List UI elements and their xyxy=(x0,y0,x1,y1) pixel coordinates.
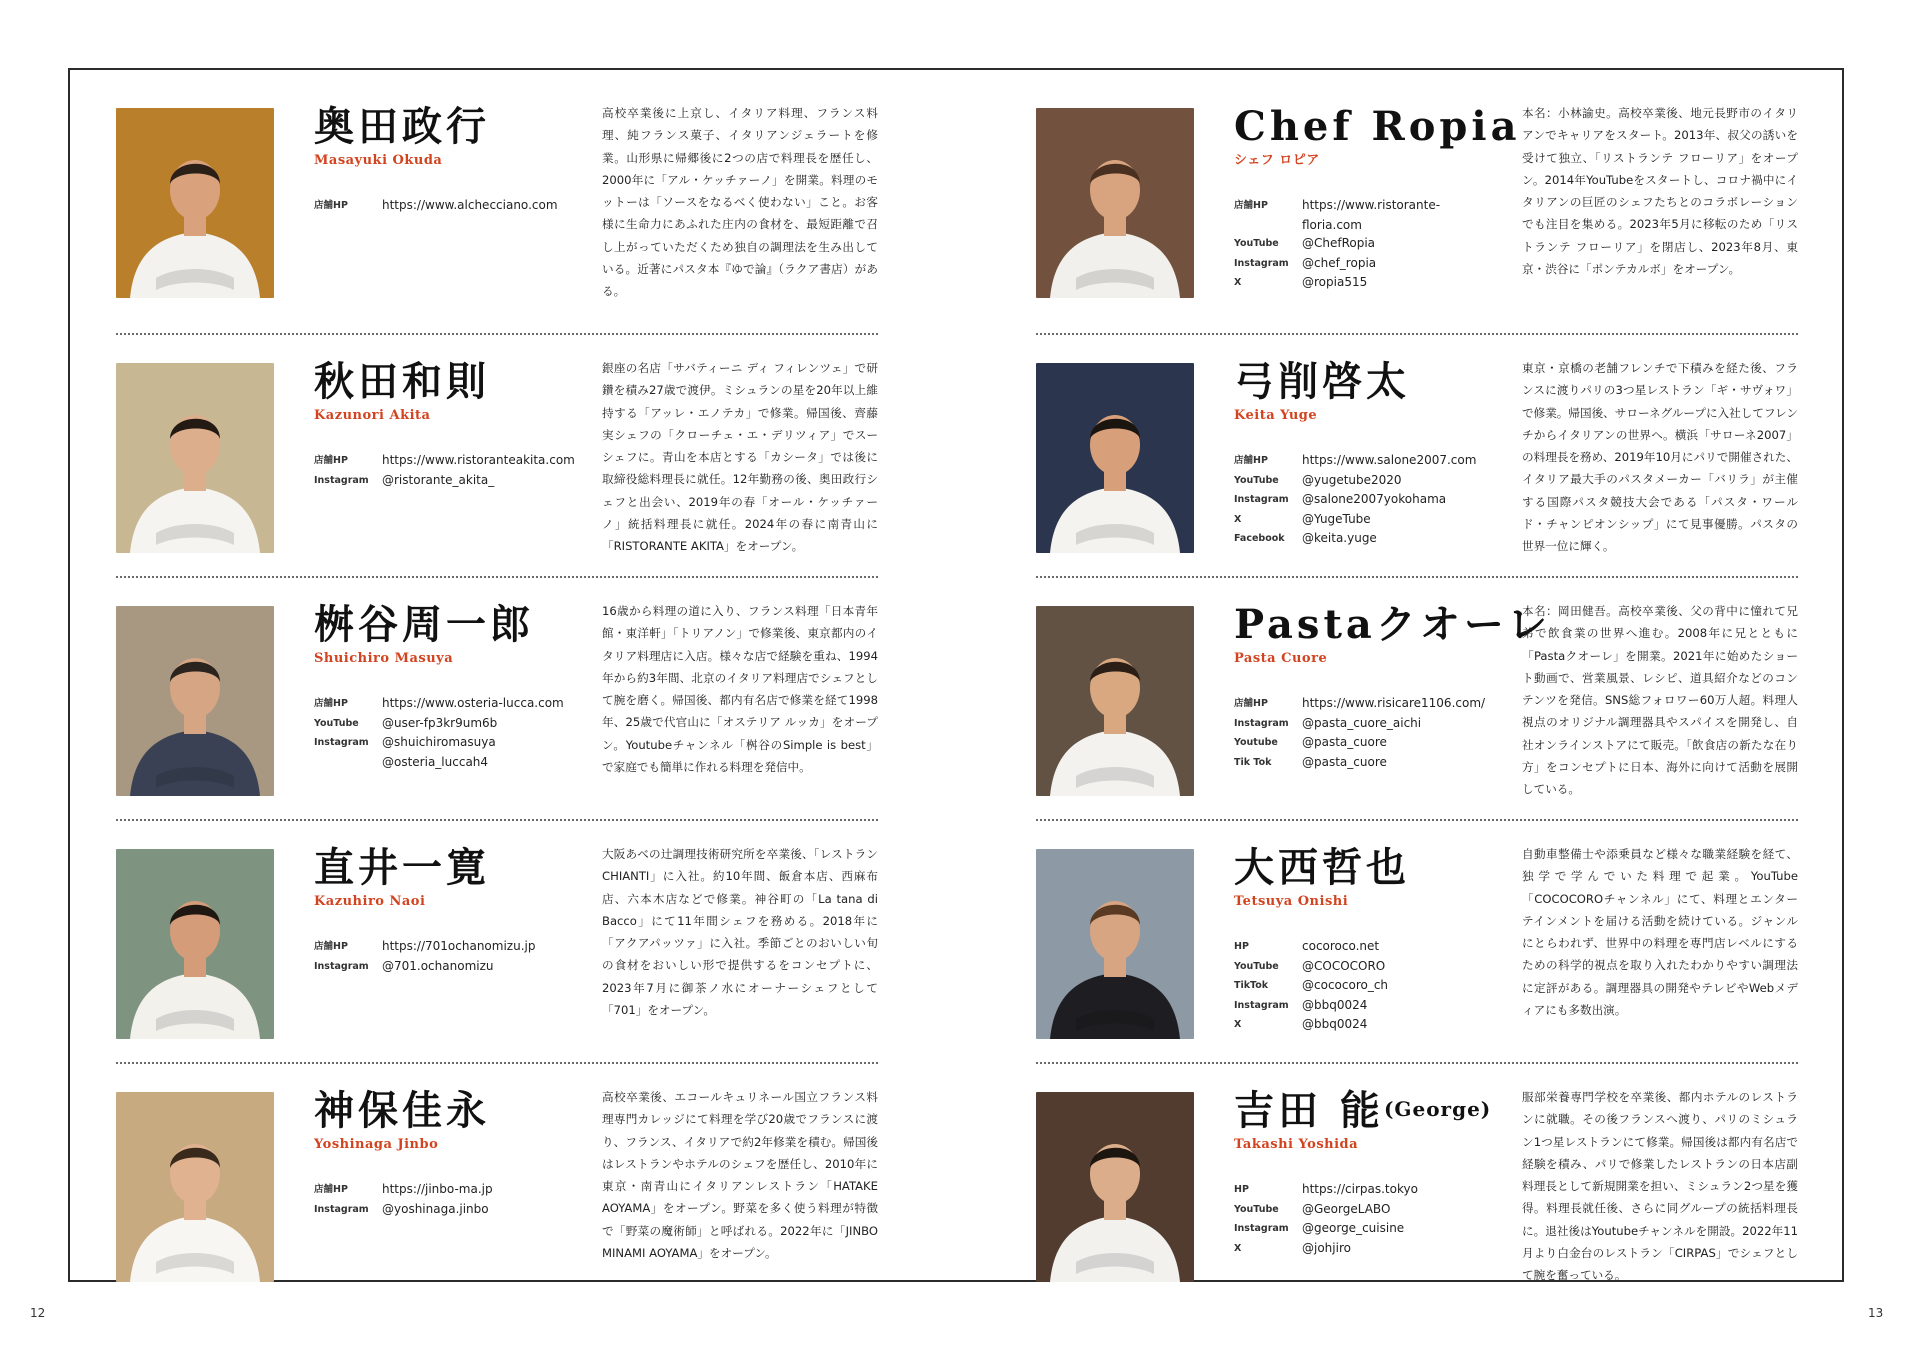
chef-profile xyxy=(1036,576,1798,819)
chef-profile xyxy=(116,333,878,576)
chef-link-row xyxy=(314,753,584,772)
chef-link-row xyxy=(1234,471,1504,491)
chef-name-en: Kazunori Akita xyxy=(314,408,431,423)
chef-links xyxy=(1234,694,1504,772)
right-column xyxy=(1036,90,1798,1305)
chef-link-value[interactable]: @GeorgeLABO xyxy=(1302,1201,1391,1216)
chef-link-label: Youtube xyxy=(1234,737,1278,748)
chef-profile xyxy=(1036,1062,1798,1305)
chef-link-label: Instagram xyxy=(1234,1223,1289,1234)
chef-link-label: 店舗HP xyxy=(314,941,348,952)
chef-name-en: Pasta Cuore xyxy=(1234,651,1328,666)
chef-link-row xyxy=(314,733,584,753)
chef-photo xyxy=(1036,1092,1194,1282)
chef-link-value[interactable]: @701.ochanomizu xyxy=(382,958,494,973)
chef-link-value[interactable]: @george_cuisine xyxy=(1302,1221,1405,1235)
chef-link-row xyxy=(314,451,584,471)
chef-profile xyxy=(116,90,878,333)
chef-link-row xyxy=(314,714,584,734)
chef-link-row xyxy=(314,694,584,714)
chef-links xyxy=(314,694,584,771)
chef-links xyxy=(1234,196,1504,293)
chef-link-value[interactable]: @ChefRopia xyxy=(1302,236,1376,250)
chef-name-ja xyxy=(1234,841,1504,893)
chef-link-row xyxy=(1234,216,1504,235)
chef-link-row xyxy=(1234,1015,1504,1035)
chef-link-row xyxy=(1234,937,1504,957)
page-number-right: 13 xyxy=(1868,1306,1884,1320)
chef-identity xyxy=(1234,841,1504,1035)
chef-link-value[interactable]: cocoroco.net xyxy=(1302,939,1380,953)
chef-bio: 大阪あべの辻調理技術研究所を卒業後、「レストランCHIANTI」に入社。約10年間、飯倉本店、西麻布店、六本木店などで修業。神谷町の「La tana di Bacco」にて11年間シェフを務める。2018年に「アクアパッツァ」に入社。季節ごとのおいしい旬の食材をおいしい形で提供するをコンセプトに、2023年7月に御茶ノ水にオーナーシェフとして「701」をオープン。 xyxy=(602,847,878,1018)
chef-link-label: Instagram xyxy=(1234,717,1289,729)
chef-link-row xyxy=(1234,1200,1504,1220)
chef-identity xyxy=(1234,1084,1504,1258)
chef-name-en: シェフ ロピア xyxy=(1234,153,1320,168)
chef-links xyxy=(314,451,584,490)
chef-link-label: YouTube xyxy=(1234,474,1279,486)
chef-name-en: Masayuki Okuda xyxy=(314,153,443,168)
chef-identity xyxy=(1234,355,1504,549)
chef-link-label: Facebook xyxy=(1234,533,1285,544)
chef-link-row xyxy=(1234,529,1504,549)
chef-link-label: 店舗HP xyxy=(314,698,348,709)
chef-photo xyxy=(116,1092,274,1282)
chef-link-row xyxy=(1234,733,1504,753)
chef-name-ja xyxy=(1234,1084,1504,1136)
chef-photo xyxy=(116,849,274,1039)
chef-link-value[interactable]: @user-fp3kr9um6b xyxy=(382,715,498,730)
chef-link-value[interactable]: @bbq0024 xyxy=(1302,997,1368,1012)
chef-bio: 銀座の名店「サバティーニ ディ フィレンツェ」で研鑽を積み27歳で渡伊。ミシュランの星を20年以上維持する「アッレ・エノテカ」で修業。帰国後、齊藤実シェフの「クローチェ・エ・デリツィア」でスーシェフに。青山を本店とする「カシータ」では後に取締役総料理長に就任。12年勤務の後、奥田政行シェフと出会い、2019年の春「オール・ケッチァーノ」統括料理長に就任。2024年の春に南青山に「RISTORANTE AKITA」をオープン。 xyxy=(602,361,878,554)
chef-link-row xyxy=(1234,1219,1504,1239)
chef-name-ja-suffix: (George) xyxy=(1383,1097,1492,1121)
chef-bio: 本名：小林諭史。高校卒業後、地元長野市のイタリアンでキャリアをスタート。2013年、叔父の誘いを受けて独立、「リストランテ フローリア」をオープン。2014年YouTubeをスタートし、コロナ禍中にイタリアンの巨匠のシェフたちとのコラボレーションでも注目を集める。2023年5月に移転のため「リストランテ フローリア」を閉店し、2023年8月、東京・渋谷に「ポンテカルボ」をオープン。 xyxy=(1522,106,1798,277)
chef-name-en: Kazuhiro Naoi xyxy=(314,894,426,909)
left-column xyxy=(116,90,878,1305)
chef-identity xyxy=(1234,100,1521,293)
chef-link-row xyxy=(1234,753,1504,773)
chef-link-label: YouTube xyxy=(1234,960,1279,972)
chef-name-ja-text: 秋田和則 xyxy=(314,358,490,405)
chef-profile xyxy=(116,819,878,1062)
chef-link-row xyxy=(1234,1239,1504,1259)
chef-link-label: X xyxy=(1234,277,1242,288)
chef-name-ja-text: 桝谷周一郎 xyxy=(314,601,534,648)
chef-bio: 16歳から料理の道に入り、フランス料理「日本青年館・東洋軒」「トリアノン」で修業後、東京都内のイタリア料理店に入店。様々な店で経験を重ね、1994年から約3年間、北京のイタリア料理店でシェフとして腕を磨く。帰国後、都内有名店で修業を経て1998年、25歳で代官山に「オステリア ルッカ」をオープン。Youtubeチャンネル「桝谷のSimple is best」で家庭でも簡単に作れる料理を発信中。 xyxy=(602,604,878,775)
chef-link-value[interactable]: @ropia515 xyxy=(1302,275,1368,289)
chef-name-en: Yoshinaga Jinbo xyxy=(314,1137,439,1152)
chef-name-ja xyxy=(1234,598,1552,650)
chef-name-ja-text: 吉田 能 xyxy=(1234,1087,1384,1134)
chef-name-ja xyxy=(314,598,584,650)
chef-link-value[interactable]: @yugetube2020 xyxy=(1302,472,1402,487)
chef-link-label: Instagram xyxy=(1234,257,1289,269)
chef-profile xyxy=(116,576,878,819)
chef-link-label: X xyxy=(1234,1242,1242,1254)
chef-link-label: 店舗HP xyxy=(1234,698,1268,709)
chef-links xyxy=(314,196,584,216)
chef-links xyxy=(314,1180,584,1219)
chef-bio: 服部栄養専門学校を卒業後、都内ホテルのレストランに就職。その後フランスへ渡り、パリのミシュラン1つ星レストランにて修業。帰国後は都内有名店で経験を積み、パリで修業したレストランの日本店副料理長として新規開業を担い、ミシュラン2つ星を獲得。料理長就任後、さらに同グループの統括料理長に。退社後はYoutubeチャンネルを開設。2022年11月より白金台のレストラン「CIRPAS」でシェフとして腕を奮っている。 xyxy=(1522,1090,1798,1283)
chef-link-value[interactable]: https://www.ristoranteakita.com xyxy=(382,453,575,467)
chef-link-value[interactable]: @shuichiromasuya xyxy=(382,735,496,749)
chef-link-row xyxy=(314,937,584,957)
chef-link-value[interactable]: @johjiro xyxy=(1302,1240,1351,1255)
chef-link-row xyxy=(1234,510,1504,530)
chef-identity xyxy=(1234,598,1552,772)
chef-link-value[interactable]: @COCOCORO xyxy=(1302,958,1386,973)
chef-bio: 東京・京橋の老舗フレンチで下積みを経た後、フランスに渡りパリの3つ星レストラン「ギ・サヴォワ」で修業。帰国後、サローネグループに入社してフレンチからイタリアンの世界へ。横浜「サローネ2007」の料理長を務め、2019年10月にパリで開催された、イタリア最大手のパスタメーカー「バリラ」が主催する国際パスタ競技大会である「パスタ・ワールド・チャンピオンシップ」にて見事優勝。パスタの世界一位に輝く。 xyxy=(1522,361,1798,554)
chef-link-value[interactable]: https://www.salone2007.com xyxy=(1302,453,1477,467)
chef-link-row xyxy=(314,196,584,216)
chef-link-value[interactable]: https://701ochanomizu.jp xyxy=(382,939,536,953)
chef-link-label: HP xyxy=(1234,941,1249,952)
chef-photo xyxy=(116,108,274,298)
chef-link-value[interactable]: @bbq0024 xyxy=(1302,1017,1368,1031)
chef-link-value[interactable]: @YugeTube xyxy=(1302,511,1371,526)
chef-link-value[interactable]: @salone2007yokohama xyxy=(1302,492,1447,506)
chef-link-value[interactable]: @ristorante_akita_ xyxy=(382,472,495,487)
chef-identity xyxy=(314,1084,584,1219)
chef-photo xyxy=(116,363,274,553)
chef-link-row xyxy=(1234,234,1504,254)
chef-name-ja xyxy=(1234,100,1521,152)
chef-name-en: Keita Yuge xyxy=(1234,408,1318,423)
chef-link-value[interactable]: https://www.alchecciano.com xyxy=(382,198,558,212)
chef-link-label: 店舗HP xyxy=(314,455,348,466)
chef-identity xyxy=(314,598,584,771)
chef-link-row xyxy=(314,1200,584,1220)
chef-link-value[interactable]: @chef_ropia xyxy=(1302,255,1377,270)
chef-name-ja xyxy=(314,100,584,152)
chef-name-en: Takashi Yoshida xyxy=(1234,1137,1359,1152)
chef-bio: 高校卒業後に上京し、イタリア料理、フランス料理、純フランス菓子、イタリアンジェラートを修業。山形県に帰郷後に2つの店で料理長を歴任し、2000年に「アル・ケッチァーノ」を開業。料理のモットーは「ソースをなるべく使わない」こと。お客様に生命力にあふれた庄内の食材を、最短距離で召し上がっていただくため独自の調理法を生み出している。近著にパスタ本『ゆで論』（ラクア書店）がある。 xyxy=(602,106,878,299)
chef-link-label: YouTube xyxy=(1234,1203,1279,1215)
chef-link-value[interactable]: @yoshinaga.jinbo xyxy=(382,1201,489,1216)
chef-link-row xyxy=(1234,996,1504,1016)
chef-name-ja-text: 神保佳永 xyxy=(314,1087,490,1134)
chef-identity xyxy=(314,841,584,976)
chef-name-en: Tetsuya Onishi xyxy=(1234,894,1349,909)
chef-bio: 高校卒業後、エコールキュリネール国立フランス料理専門カレッジにて料理を学び20歳でフランスに渡り、フランス、イタリアで約2年修業を積む。帰国後はレストランやホテルのシェフを歴任し、2010年に東京・南青山にイタリアンレストラン「HATAKE AOYAMA」をオープン。野菜を多く使う料理が特徴で「野菜の魔術師」と呼ばれる。2022年に「JINBO MINAMI AOYAMA」をオープン。 xyxy=(602,1090,878,1261)
chef-name-en: Shuichiro Masuya xyxy=(314,651,454,666)
chef-link-label: Instagram xyxy=(1234,999,1289,1011)
chef-link-value[interactable]: https://www.risicare1106.com/ xyxy=(1302,696,1486,710)
chef-name-ja xyxy=(314,841,584,893)
chef-link-label: Tik Tok xyxy=(1234,756,1272,768)
chef-link-row xyxy=(1234,196,1504,216)
chef-link-value[interactable]: @keita.yuge xyxy=(1302,531,1377,545)
chef-link-row xyxy=(1234,714,1504,734)
chef-bio: 本名：岡田健吾。高校卒業後、父の背中に憧れて兄弟で飲食業の世界へ進む。2008年に兄とともに「Pastaクオーレ」を開業。2021年に始めたショート動画で、営業風景、レシピ、道具紹介などのコンテンツを発信。SNS総フォロワー60万人超。料理人視点のオリジナル調理器具やスパイスを開発し、自社オンラインストアにて販売。「飲食店の新たな在り方」をコンセプトに日本、海外に向けて活動を展開している。 xyxy=(1522,604,1798,797)
chef-name-ja-text: Chef Ropia xyxy=(1234,103,1521,150)
chef-link-value[interactable]: https://jinbo-ma.jp xyxy=(382,1182,493,1196)
chef-link-label: Instagram xyxy=(314,960,369,972)
chef-name-ja-text: 直井一寛 xyxy=(314,844,490,891)
page-number-left: 12 xyxy=(30,1306,46,1320)
spread-frame xyxy=(68,68,1844,1282)
chef-link-row xyxy=(1234,273,1504,293)
chef-link-label: 店舗HP xyxy=(1234,455,1268,466)
chef-name-ja-text: 奥田政行 xyxy=(314,103,490,150)
chef-photo xyxy=(116,606,274,796)
chef-link-label: 店舗HP xyxy=(1234,200,1268,211)
chef-link-label: TikTok xyxy=(1234,980,1269,991)
chef-identity xyxy=(314,355,584,490)
chef-link-label: X xyxy=(1234,1019,1242,1030)
chef-link-value[interactable]: @pasta_cuore xyxy=(1302,754,1387,769)
chef-link-label xyxy=(1234,216,1302,235)
chef-link-label: X xyxy=(1234,513,1242,525)
chef-link-label: Instagram xyxy=(1234,494,1289,505)
chef-name-ja xyxy=(1234,355,1504,407)
chef-profile xyxy=(1036,333,1798,576)
chef-name-ja xyxy=(314,355,584,407)
chef-link-row xyxy=(1234,1180,1504,1200)
chef-profile xyxy=(1036,90,1798,333)
chef-link-row xyxy=(314,1180,584,1200)
chef-photo xyxy=(1036,363,1194,553)
chef-link-value[interactable]: https://cirpas.tokyo xyxy=(1302,1182,1418,1196)
chef-links xyxy=(1234,937,1504,1035)
chef-link-row xyxy=(314,957,584,977)
chef-link-row xyxy=(1234,490,1504,510)
chef-link-value[interactable]: @pasta_cuore_aichi xyxy=(1302,715,1422,730)
chef-link-label: HP xyxy=(1234,1184,1249,1195)
chef-link-label: Instagram xyxy=(314,474,369,486)
chef-link-row xyxy=(1234,451,1504,471)
chef-name-ja-text: Pastaクオーレ xyxy=(1234,601,1552,648)
chef-link-value[interactable]: @pasta_cuore xyxy=(1302,735,1387,749)
chef-links xyxy=(314,937,584,976)
chef-photo xyxy=(1036,606,1194,796)
chef-identity xyxy=(314,100,584,216)
chef-name-ja xyxy=(314,1084,584,1136)
chef-photo xyxy=(1036,849,1194,1039)
chef-link-label: 店舗HP xyxy=(314,200,348,211)
chef-link-value[interactable]: https://www.osteria-lucca.com xyxy=(382,696,564,710)
chef-links xyxy=(1234,451,1504,549)
chef-link-row xyxy=(314,471,584,491)
chef-bio: 自動車整備士や添乗員など様々な職業経験を経て、独学で学んでいた料理で起業。YouTube「COCOCOROチャンネル」にて、料理とエンターテインメントを届ける活動を続けている。ジャンルにとらわれず、世界中の料理を専門店レベルにするための科学的視点を取り入れたわかりやすい調理法に定評がある。調理器具の開発やテレビやWebメディアにも多数出演。 xyxy=(1522,847,1798,1018)
chef-link-label: 店舗HP xyxy=(314,1184,348,1195)
chef-link-label: Instagram xyxy=(314,737,369,748)
chef-link-label: YouTube xyxy=(1234,238,1279,249)
chef-photo xyxy=(1036,108,1194,298)
chef-name-ja-text: 弓削啓太 xyxy=(1234,358,1410,405)
chef-link-value[interactable]: floria.com xyxy=(1302,217,1362,232)
chef-link-value[interactable]: https://www.ristorante- xyxy=(1302,198,1441,212)
chef-link-value[interactable]: @osteria_luccah4 xyxy=(382,754,489,769)
chef-link-label: YouTube xyxy=(314,717,359,729)
chef-link-label xyxy=(314,753,382,772)
chef-name-ja-text: 大西哲也 xyxy=(1234,844,1410,891)
chef-link-row xyxy=(1234,694,1504,714)
chef-link-label: Instagram xyxy=(314,1203,369,1215)
chef-links xyxy=(1234,1180,1504,1258)
chef-profile xyxy=(116,1062,878,1305)
chef-link-row xyxy=(1234,976,1504,996)
chef-link-row xyxy=(1234,254,1504,274)
chef-link-value[interactable]: @cococoro_ch xyxy=(1302,978,1389,992)
chef-profile xyxy=(1036,819,1798,1062)
chef-link-row xyxy=(1234,957,1504,977)
